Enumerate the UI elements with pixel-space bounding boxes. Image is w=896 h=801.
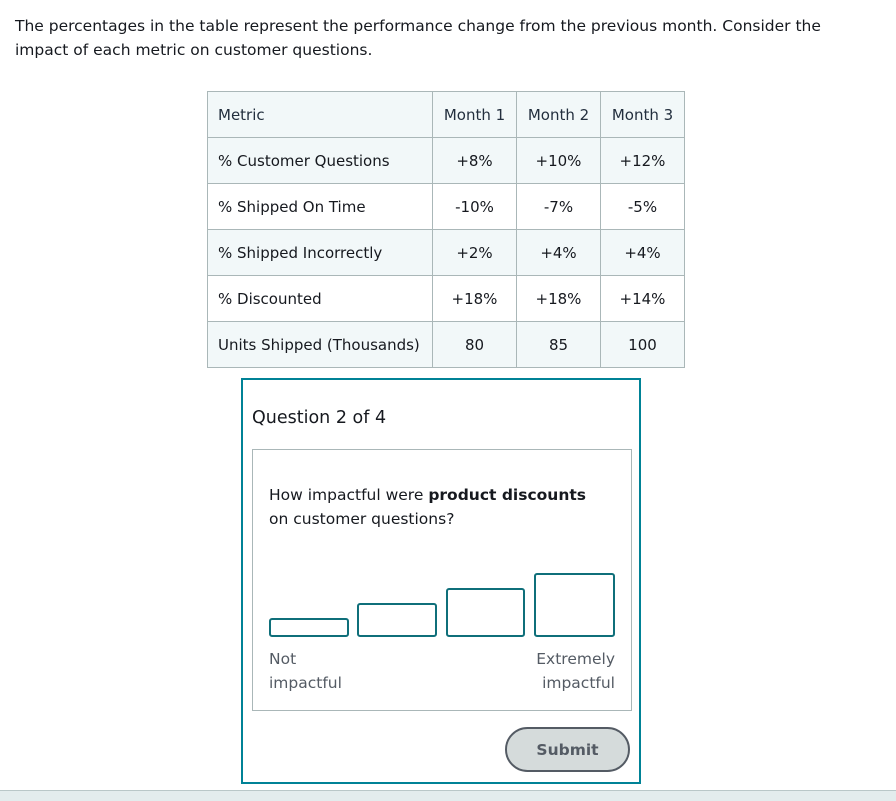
value-cell: +18%: [433, 276, 517, 322]
value-cell: -10%: [433, 184, 517, 230]
column-header-month-1: Month 1: [433, 92, 517, 138]
submit-button[interactable]: Submit: [505, 727, 630, 772]
prompt-text-before: How impactful were: [269, 486, 429, 504]
table-header-row: [208, 92, 685, 138]
value-cell: 100: [601, 322, 685, 368]
metric-name-cell: % Shipped Incorrectly: [208, 230, 433, 276]
metric-name-cell: % Customer Questions: [208, 138, 433, 184]
instructions-text: The percentages in the table represent the performance change from the previous month. Consider the impact of each metric on customer questions.: [15, 17, 821, 59]
column-header-metric: Metric: [208, 92, 433, 138]
scale-option-3-button[interactable]: [446, 588, 525, 637]
value-cell: +4%: [601, 230, 685, 276]
scale-low-label: Not impactful: [269, 650, 342, 692]
prompt-emphasis: product discounts: [428, 486, 586, 504]
metric-name-cell: % Discounted: [208, 276, 433, 322]
table-row: [208, 322, 685, 368]
question-prompt: [269, 483, 599, 531]
scale-high-label: Extremely impactful: [536, 650, 615, 692]
value-cell: 80: [433, 322, 517, 368]
question-panel: [252, 449, 632, 711]
value-cell: +18%: [517, 276, 601, 322]
table-row: [208, 230, 685, 276]
value-cell: 85: [517, 322, 601, 368]
value-cell: -5%: [601, 184, 685, 230]
metric-name-cell: Units Shipped (Thousands): [208, 322, 433, 368]
value-cell: +2%: [433, 230, 517, 276]
question-card: [241, 378, 641, 784]
table-row: [208, 184, 685, 230]
table-row: [208, 276, 685, 322]
metric-name-cell: % Shipped On Time: [208, 184, 433, 230]
value-cell: -7%: [517, 184, 601, 230]
column-header-month-3: Month 3: [601, 92, 685, 138]
scale-option-2-button[interactable]: [357, 603, 437, 637]
metrics-table: [207, 91, 685, 368]
question-counter: Question 2 of 4: [252, 408, 387, 428]
value-cell: +8%: [433, 138, 517, 184]
footer-bar: [0, 790, 896, 801]
value-cell: +10%: [517, 138, 601, 184]
prompt-text-after: on customer questions?: [269, 510, 455, 528]
table-row: [208, 138, 685, 184]
scale-option-4-button[interactable]: [534, 573, 615, 637]
value-cell: +14%: [601, 276, 685, 322]
column-header-month-2: Month 2: [517, 92, 601, 138]
value-cell: +12%: [601, 138, 685, 184]
value-cell: +4%: [517, 230, 601, 276]
scale-option-1-button[interactable]: [269, 618, 349, 637]
